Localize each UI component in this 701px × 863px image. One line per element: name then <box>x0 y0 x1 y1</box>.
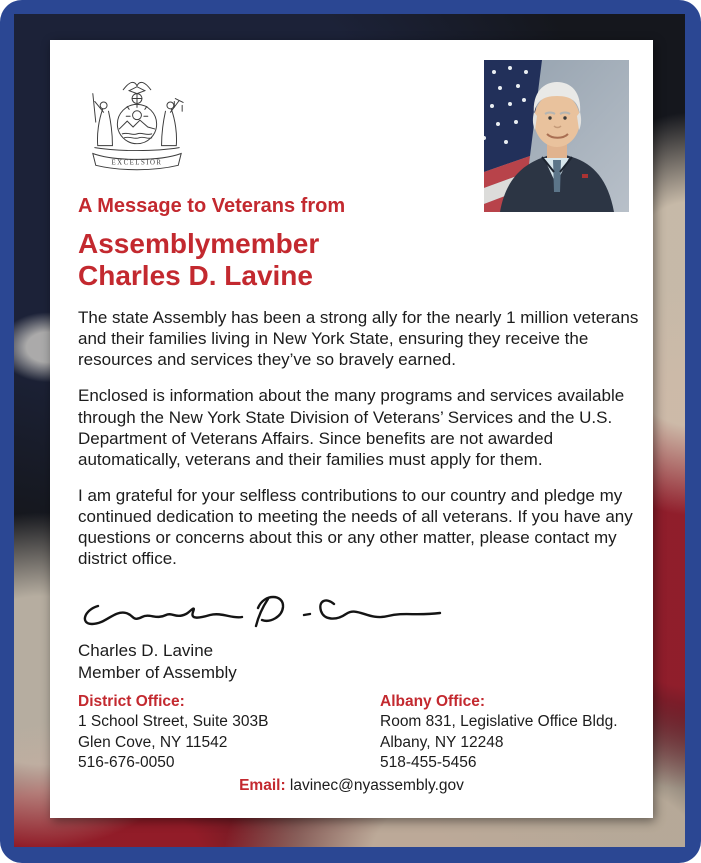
email-label: Email: <box>239 777 286 794</box>
district-office-label: District Office: <box>78 693 185 710</box>
paragraph-2: Enclosed is information about the many programs and services available through the New York State Division of Veterans’ Services and the U.S. Department of Veterans Affairs. Since benefits are not awarded automatically, veterans and their families must apply for them. <box>78 386 625 469</box>
albany-office-address-line: Room 831, Legislative Office Bldg. <box>380 713 618 731</box>
district-office-address-line: 1 School Street, Suite 303B <box>78 713 269 731</box>
name-heading-line2: Charles D. Lavine <box>78 259 313 291</box>
name-heading-line1: Assemblymember <box>78 228 320 259</box>
signature-image <box>72 584 447 636</box>
albany-office-phone: 518-455-5456 <box>380 754 477 772</box>
albany-office-block <box>380 692 618 774</box>
paragraph-3: I am grateful for your selfless contributions to our country and pledge my continued dedication to meeting the needs of all veterans. If you have any questions or concerns about this or any other matter, please contact my district office. <box>78 485 633 569</box>
district-office-phone: 516-676-0050 <box>78 754 175 772</box>
albany-office-city-line: Albany, NY 12248 <box>380 733 504 751</box>
albany-office-label: Albany Office: <box>380 693 486 710</box>
signer-title: Member of Assembly <box>78 662 237 682</box>
intro-heading: A Message to Veterans from <box>78 195 346 217</box>
email-address: lavinec@nyassembly.gov <box>289 777 464 794</box>
paragraph-1: The state Assembly has been a strong ally for the nearly 1 million veterans and their families living in New York State, ensuring they receive the resources and services they’ve so bravely earned. <box>78 308 639 370</box>
letter-card <box>50 40 653 818</box>
signer-name: Charles D. Lavine <box>78 641 214 661</box>
offices-row <box>78 692 638 774</box>
seal-motto: EXCELSIOR <box>111 159 163 167</box>
district-office-block <box>78 692 380 774</box>
email-row <box>50 777 653 795</box>
district-office-city-line: Glen Cove, NY 11542 <box>78 733 228 751</box>
letter-body <box>50 40 653 684</box>
signer-block <box>78 640 639 684</box>
assemblymember-name-heading <box>78 228 639 291</box>
